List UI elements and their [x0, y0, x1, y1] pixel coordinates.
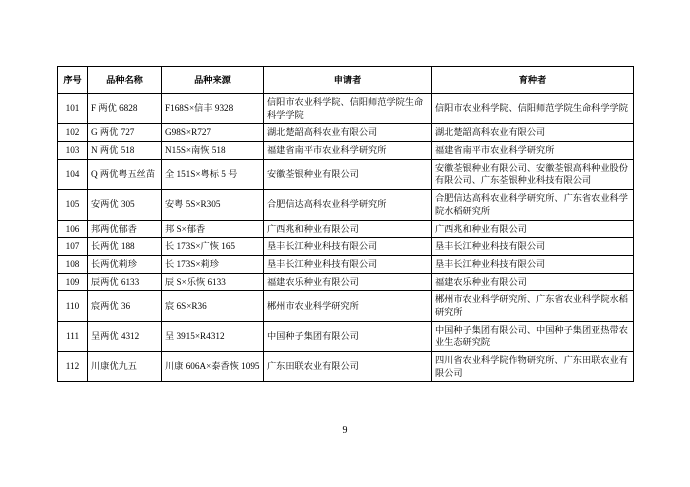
cell-breeder: 中国种子集团有限公司、中国种子集团亚热带农业生态研究院: [432, 321, 634, 351]
table-row: [58, 94, 634, 124]
column-header-source: 品种来源: [162, 67, 264, 94]
table-row: [58, 273, 634, 291]
cell-applicant: 合肥信达高科农业科学研究所: [264, 190, 432, 220]
cell-name: 宸两优 36: [88, 291, 162, 321]
cell-breeder: 垦丰长江种业科技有限公司: [432, 238, 634, 256]
cell-no: 112: [58, 352, 88, 382]
cell-source: 邦 S×郁香: [162, 220, 264, 238]
cell-breeder: 湖北楚韶高科农业有限公司: [432, 124, 634, 142]
cell-source: 呈 3915×R4312: [162, 321, 264, 351]
cell-applicant: 中国种子集团有限公司: [264, 321, 432, 351]
cell-source: 宸 6S×R36: [162, 291, 264, 321]
table-body: [58, 94, 634, 382]
column-header-applicant: 申请者: [264, 67, 432, 94]
cell-breeder: 信阳市农业科学院、信阳师范学院生命科学学院: [432, 94, 634, 124]
cell-applicant: 垦丰长江种业科技有限公司: [264, 255, 432, 273]
cell-name: 呈两优 4312: [88, 321, 162, 351]
cell-source: 安粤 5S×R305: [162, 190, 264, 220]
cell-no: 105: [58, 190, 88, 220]
cell-no: 107: [58, 238, 88, 256]
cell-applicant: 信阳市农业科学院、信阳师范学院生命科学学院: [264, 94, 432, 124]
cell-source: 辰 S×乐恢 6133: [162, 273, 264, 291]
cell-name: 安两优 305: [88, 190, 162, 220]
cell-no: 110: [58, 291, 88, 321]
table-row: [58, 124, 634, 142]
cell-name: 长两优莉珍: [88, 255, 162, 273]
table-row: [58, 190, 634, 220]
cell-breeder: 合肥信达高科农业科学研究所、广东省农业科学院水稻研究所: [432, 190, 634, 220]
cell-breeder: 安徽荃银种业有限公司、安徽荃银高科种业股份有限公司、广东荃银种业科技有限公司: [432, 159, 634, 189]
cell-source: 长 173S×莉珍: [162, 255, 264, 273]
table-row: [58, 159, 634, 189]
cell-name: 邦两优郁香: [88, 220, 162, 238]
cell-source: F168S×信丰 9328: [162, 94, 264, 124]
cell-breeder: 四川省农业科学院作物研究所、广东田联农业有限公司: [432, 352, 634, 382]
cell-applicant: 福建省南平市农业科学研究所: [264, 142, 432, 160]
cell-no: 106: [58, 220, 88, 238]
table-row: [58, 220, 634, 238]
table-row: [58, 352, 634, 382]
table-row: [58, 321, 634, 351]
cell-applicant: 安徽荃银种业有限公司: [264, 159, 432, 189]
table-row: [58, 142, 634, 160]
cell-applicant: 垦丰长江种业科技有限公司: [264, 238, 432, 256]
cell-breeder: 福建农乐种业有限公司: [432, 273, 634, 291]
cell-source: 长 173S×广恢 165: [162, 238, 264, 256]
cell-no: 101: [58, 94, 88, 124]
cell-breeder: 广西兆和种业有限公司: [432, 220, 634, 238]
cell-name: 辰两优 6133: [88, 273, 162, 291]
cell-name: Q 两优粤五丝苗: [88, 159, 162, 189]
column-header-name: 品种名称: [88, 67, 162, 94]
cell-no: 102: [58, 124, 88, 142]
cell-no: 109: [58, 273, 88, 291]
cell-source: 全 151S×粤标 5 号: [162, 159, 264, 189]
cell-breeder: 垦丰长江种业科技有限公司: [432, 255, 634, 273]
variety-table: [57, 66, 634, 382]
cell-no: 108: [58, 255, 88, 273]
table-row: [58, 255, 634, 273]
cell-source: 川康 606A×泰香恢 1095: [162, 352, 264, 382]
cell-applicant: 广东田联农业有限公司: [264, 352, 432, 382]
page-number: 9: [342, 425, 348, 436]
column-header-breeder: 育种者: [432, 67, 634, 94]
cell-no: 104: [58, 159, 88, 189]
cell-applicant: 福建农乐种业有限公司: [264, 273, 432, 291]
table-header-row: [58, 67, 634, 94]
cell-applicant: 湖北楚韶高科农业有限公司: [264, 124, 432, 142]
cell-no: 103: [58, 142, 88, 160]
cell-breeder: 郴州市农业科学研究所、广东省农业科学院水稻研究所: [432, 291, 634, 321]
table-row: [58, 238, 634, 256]
cell-name: G 两优 727: [88, 124, 162, 142]
column-header-no: 序号: [58, 67, 88, 94]
cell-source: N15S×南恢 518: [162, 142, 264, 160]
cell-name: N 两优 518: [88, 142, 162, 160]
cell-no: 111: [58, 321, 88, 351]
cell-source: G98S×R727: [162, 124, 264, 142]
table-row: [58, 291, 634, 321]
cell-breeder: 福建省南平市农业科学研究所: [432, 142, 634, 160]
cell-applicant: 郴州市农业科学研究所: [264, 291, 432, 321]
variety-table-wrapper: [57, 66, 633, 382]
cell-name: 长两优 188: [88, 238, 162, 256]
cell-name: F 两优 6828: [88, 94, 162, 124]
cell-applicant: 广西兆和种业有限公司: [264, 220, 432, 238]
cell-name: 川康优九五: [88, 352, 162, 382]
